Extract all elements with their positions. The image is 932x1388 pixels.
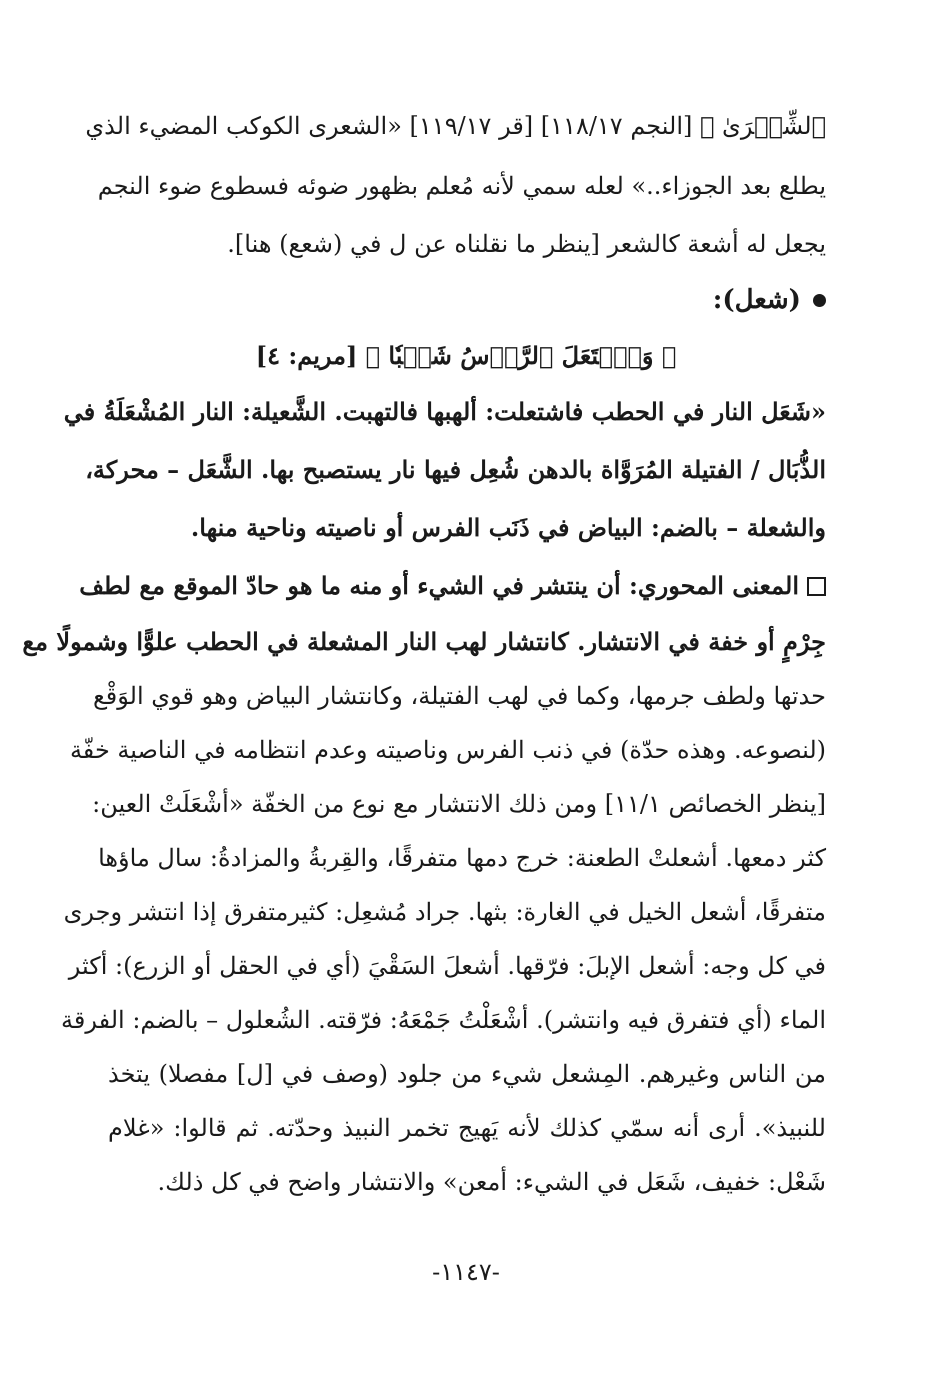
text-line: [ينظر الخصائص ١١/١] ومن ذلك الانتشار مع نوع من الخفّة «أشْعَلَتْ العين:: [92, 790, 826, 818]
text-line: للنبيذ». أرى أنه سمّي كذلك لأنه يَهيج تخمر النبيذ وحدّته. ثم قالوا: «غلام: [108, 1114, 826, 1142]
definition-line: الذُّبَال / الفتيلة المُرَوَّاة بالدهن شُعِل فيها نار يستصبح بها. الشَّعَل – محركة،: [85, 455, 826, 484]
definition-line: والشعلة – بالضم: البياض في ذَنَب الفرس أو ناصيته وناحية منها.: [190, 513, 826, 542]
text-line: الماء (أي فتفرق فيه وانتشر). أشْعَلْتُ جَمْعَهُ: فرّقته. الشُعلول – بالضم: الفرقة: [61, 1006, 826, 1034]
text-line: حدتها ولطف جرمها، وكما في لهب الفتيلة، وكانتشار البياض وهو قوي الوَقْع: [93, 682, 826, 710]
definition-line: «شَعَل النار في الحطب فاشتعلت: ألهبها فالتهبت. الشَّعيلة: النار المُشْعَلَةُ في: [63, 397, 826, 426]
core-meaning-line: [79, 566, 826, 606]
text-line: من الناس وغيرهم. المِشعل شيء من جلود (وصف في [ل] مفصلا) يتخذ: [108, 1060, 826, 1088]
page-number: -١١٤٧-: [432, 1258, 500, 1286]
square-box-icon: [807, 577, 826, 596]
text-line: يجعل له أشعة كالشعر [ينظر ما نقلناه عن ل في (شعع) هنا].: [227, 230, 826, 258]
text-line: شَعْل: خفيف، شَعَل في الشيء: أمعن» والانتشار واضح في كل ذلك.: [157, 1168, 826, 1196]
heading-text: (شعل):: [712, 285, 801, 315]
text-line: متفرقًا، أشعل الخيل في الغارة: بثها. جراد مُشعِل: كثيرمتفرق إذا انتشر وجرى: [63, 898, 826, 926]
quran-verse: ﴿ وَٱشۡتَعَلَ ٱلرَّأۡسُ شَيۡبٗا ﴾ [مريم: ٤]: [255, 341, 677, 370]
text-line: ٱلشِّعۡرَىٰ ﴾ [النجم ١١٨/١٧] [قر ١١٩/١٧] «الشعرى الكوكب المضيء الذي: [85, 112, 826, 140]
core-meaning-text: المعنى المحوري: أن ينتشر في الشيء أو منه ما هو حادّ الموقع مع لطف: [79, 571, 799, 600]
text-line: [22, 622, 826, 662]
bullet-icon: [813, 294, 826, 307]
text-line: (لنصوعه. وهذه حدّة) في ذنب الفرس وناصيته وعدم انتظامه في الناصية خفّة: [69, 736, 826, 764]
entry-heading: [713, 280, 826, 320]
text-line: يطلع بعد الجوزاء..» لعله سمي لأنه مُعلم بظهور ضوئه فسطوع ضوء النجم: [97, 172, 826, 200]
text-line-content: جِرْمٍ أو خفة في الانتشار. كانتشار لهب النار المشعلة في الحطب علوًّا وشمولًا مع: [22, 627, 826, 656]
text-line: في كل وجه: أشعل الإبلَ: فرّقها. أشعلَ السَقْيَ (أي في الحقل أو الزرع): أكثر: [68, 952, 826, 980]
text-line: كثر دمعها. أشعلتْ الطعنة: خرج دمها متفرقًا، والقِربةُ والمزادةُ: سال ماؤها: [98, 844, 826, 872]
